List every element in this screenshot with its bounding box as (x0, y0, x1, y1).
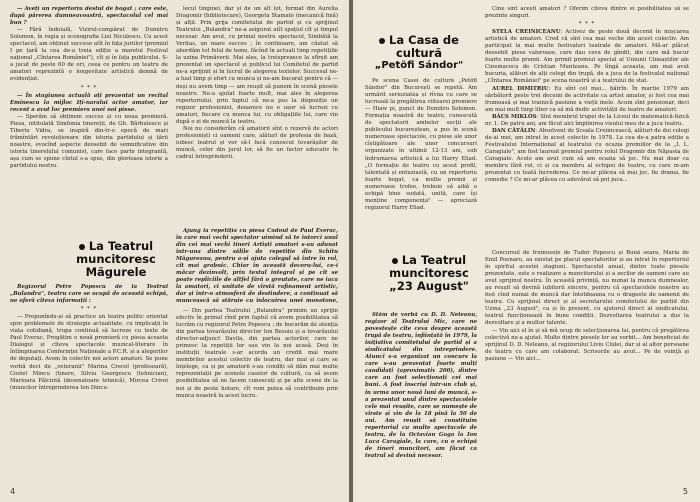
person-statement: : Absolvent de Școala Creinicească, alături de doi colegi de-ai mei, am intrat în acest colectiv în 1978. La cea de-a patra ediție a Festivalului Internațional al teatrului cu ocazia premiilor de la „I. L. Caragiale", am fost laureat premiul pentru rolul Dragomir din Năpasta de Caragiale. Acolo am avut cum să am ocazia să joc. Nu mai doar ca membru fără rol, ci și ca membru al echipei de teatru, cu care m-am prezentat cu toată încrederea. Ce mi-ar plăcea să mai joc, fie drama, fie comedie ? Ce mi-ar plăcea cu adevărat să pot juca... (485, 127, 689, 184)
left-col2-bottom (176, 308, 338, 476)
left-col2-italic (176, 228, 338, 306)
heading-line: „Petöfi Sándor" (374, 60, 464, 71)
heading-casa-de-cultura (365, 34, 473, 72)
right-col2-bottom (485, 250, 689, 478)
left-page (0, 0, 349, 502)
person-name: STELA CREINICEANU (492, 29, 561, 36)
right-col1-bottom (365, 312, 477, 478)
heading-line: La Teatrul (88, 239, 154, 253)
bullet-icon (379, 38, 385, 44)
left-col1-top (10, 6, 168, 234)
paragraph: — Fără îndoială, Vizirul-cumpărat de Dumitru Solomon, în regia și scenografia Liei Niculescu. Cu acest spectacol, am obținut succese atît în fața juriilor (premiul I pe țară la cea de-a treia ediție a marelui Festival național „Cîntarea României"), cît și în fața publicului. S-a jucat de peste 60 de ori, ceea ce pentru un teatru de amatori reprezintă o longevitate artistică demnă de evidențiat. (10, 27, 168, 83)
heading-teatrul-magurele (64, 240, 168, 279)
paragraph: Pe scena Casei de cultură „Petöfi Sándor" din București se repetă. Am urmărit serioziatea și rîvna cu care se lucrează la pregătirea viitoarei premiere — Hiaw pi, punct de Dumitru Solomon. Formația noastră de teatru, cunoscută de spectatorii ambelor secții ale publicului bucureștean, a pus în scenă numeroase spectacole, cu piese ale unor cîștigătoare ale unor concursuri organizate în ultimii 12-13 ani, sub îndrumarea artistică a lui Harry Eliad. „O formație de teatru cu acest profil, talentată și entuziastă, cu un repertoriu foarte bogat, ca multe premii și numeroase trofee, trebuie să aibă o echipă bine sudată, unită, care își menține componența" — apreciază regizorul Harry Eliad. (365, 78, 477, 211)
bullet-icon (79, 244, 85, 250)
person-statement: : Eu sînt cel mai... bătrîn. În martie 1979 am sărbătorit peste trei decenii de activitate ca artist amator, și fost cea mai frumoasă și mai trainică pasiune a vieții mele. Acum sînt pensionar, deci am mai mult timp liber ca să mă dedic activității de teatru de amatori. (485, 85, 689, 113)
heading-line: muncitoresc Măgurele (76, 252, 156, 279)
paragraph: — Din partea Teatrului „Bulandra" primim un sprijin efectiv în primul rînd prin faptul că avem posibilitatea să lucrăm cu regizorul Petre Popescu ; de bucurăm de atenția din partea tovarășului director Ion Besoiu și a tovarășului director-adjunct Davila, din partea actorilor, care ne primesc la repetiții lor sau vin la noi acasă. Deși în instituții teatrale s-ar acorda un credit mai mare membrilor acestui colectiv de teatru, dar mai și care se înțelege, ca și pe amatorii s-au condiți să dăm mai multe reprezentații pe scenele caselor de cultură, ca să avem posibilitatea să ne facem cunoscuți și pe alte scene de la noi și de peste hotare, cît vom putea să contribuim prin munca noastră la acest lucru. (176, 308, 338, 399)
paragraph: Cine sînt acești amatori ? Oferim cîteva dintre ei posibilitatea să se prezinte singuri. (485, 6, 689, 20)
person-paragraph (485, 29, 689, 85)
separator: * * * (80, 306, 98, 313)
heading-line: „23 August" (389, 279, 469, 293)
heading-line: muncitoresc (389, 266, 469, 280)
intro-italic: Ajung la repetiția cu piesa Cadoul de Paul Everac, în care mai vechi spectator uimind să te întorci unul din cei mai vechi tineri Artiști amatori s-au adunat într-una dintre sălile de repetiție din Schitu Măgureanu, pentru a-și ajuta colegul să intre în rol, cît mai grabnic. Chiar în această decoru-lui, ce-i măcar dezinvolt, prin textul integral și pe cît se poate repliciile de altfel fără o greutate, care ne iaca la amatori, ci unitate de vîrstă rafinament artistic, dar și într-o atmosferă de destindere, a continuat să muncească să stăruie cu înlocuirea unei monotone, (176, 228, 338, 305)
person-name: AUREL DIMITRIU (492, 85, 549, 92)
heading-23-august (381, 254, 477, 293)
heading-line: La Teatrul (401, 253, 467, 267)
person-statement: : Activez de peste două decenii în mișcarea artistică de amatori. Cred că sînt cea mai veche din acest colectiv. Am participat la mai multe festivaluri teatrale de amatori. Mă-ar plăcut deosebit piese valoroase, care dau ceva de gîndit, din care mă bucur foarte multe premii. Am primit premiul special al Uniunii Cineaștilor ale Cinemaceca de Cristian Munteanu. Pe lîngă aceasta, am mai avut bucuria, alături de alți colegi din trupă, de a juca de la festivalul național „Cîntarea României" pe scena noastră și a teatrului de stat. (485, 29, 689, 85)
person-paragraph (485, 128, 689, 184)
person-statement: : Sînt membrul trupei de la Liceul de matematică-fizică nr. 1. De patru ani, am făcut aici împlinirea visului meu de a juca teatru. (485, 113, 689, 127)
separator: * * * (80, 84, 98, 91)
right-page (353, 0, 700, 502)
separator: * * * (578, 21, 596, 28)
page-number: 4 (10, 487, 16, 496)
paragraph: — Sperăm să obținem succes și cu noua premieră. Piesa, intitulată Simfonia tinereții, de Gh. Bărbulescu și Tiberiu Vidra, se inspiră din-tr-o epocă de mari frămîntări revoluționare din istoria partidului și țării noastre, evocînd aspecte deosebit de semnificative din istoria tinerelului comunist, care face parte integrantă, așa cum se spune cîntul s-a spus, din glorioasa istorie a partidului nostru. (10, 113, 168, 170)
intro-italic: Stăm de vorbă cu D. D. Neleanu, regizor al Teatrului Mic, care ne povestește cîte ceva despre această trupă de teatru, înființată în 1979, la inițiativa comitetului de partid și a sindicatului din întreprindere. Atunci s-a organizat un concurs la care s-au prezentat foarte mulți candidați (aproximativ 200), dintre care au fost selecționați cei mai buni. A fost înscriși într-un club și, în urma unor nouă luni de muncă, s-a prezentat unul dintre spectacolele cele mai reușite, care se numește de vîrste și vin de la 18 pînă la 50 de ani. Am reușit să constituim repertoriul cu multe spectacole de teatru, de la Octavian Goga la Ion Luca Caragiale, la care, cu o echipă de tineri muncitori, am făcut ca teatrul să devină necesar. (365, 312, 477, 459)
left-col2-top (176, 6, 338, 224)
person-name: DAN CĂTĂLIN (492, 127, 536, 134)
person-name: BÁCS MIKLÓS (492, 113, 537, 120)
page-number: 5 (682, 487, 688, 496)
paragraph: — Vin aici el în și să mă ocup de selecționarea lui, pentru că pregătirea colectivă ne-a ajutat. Multe dintre piesele lor au vorbit... Am beneficiat de sprijinul D. D. Neleanu, al regizorului Liviu Ciulei, dar și al altor persoane de teatru cu care am colaborat. Scrisorile au avut... Pe de voinţă şi pasiune — Vin aici... (485, 327, 689, 362)
bullet-icon (392, 258, 398, 264)
paragraph: — Propunîndu-și să practice un teatru politic orientat spre problemele de strategie actualitate, cu implicații în viața cotidiană, trupa continuă să lucreze cu texte de Paul Everac. Pregătim o nouă premieră cu piesa aceasta Dialogul și cîteva spectacole muzical-literare în întîmpinarea Conferinței Naționale a P.C.R. și a alegerilor de deputați. Avem în colectiv noi actori amatori. Se pune vorbă deci de „veteranii" Marina Crecel (profesoară), Costel Mincu (tinere, Silviu Georgescu (tehnician), Marioara Pălcintă (desenatoare tehnică), Mircea Crivoi (muncitor întreprinderea Ion Dincu- (10, 314, 168, 391)
paragraph: Concursul de frumusețe de Tudor Popescu și Bună seara, Maria de Emil Poenaru, au existat pe placul spectatorilor și au intrat în repertoriul în spiritul acestei stagiuni. Spectacolul anual, dintre toate piesele prezentate, este o realizare a muncitorului și a zecilor de oameni care au avut sprijinul nostru. În această privință, nu numai la munca dumnealor, au reușit să devină iubitorii sincere, pentru că spectacolele noastre au fost cînd numai de muncă dar întotdeauna cu o dragoste de oamenii de teatru. Cu sprijinul direct și al secretarului comitetului de partid din Uzina „23 August", ca și în prezent, cu ajutorul direct al sindicatului, teatrul funcționează în bune condiții. Dezvoltarea teatrului a dus la dezvoltare și a multor talente. (485, 250, 689, 327)
person-paragraph (485, 86, 689, 114)
heading-line: cultură (395, 46, 443, 60)
intro-italic: Regizorul Petre Popescu de la Teatrul „Bulandra", teatru care se ocupă de această echipă, ne oferă cîteva informații : (10, 284, 168, 305)
interview-question: — În stagiunea actuală ați prezentat un recital Eminescu la mijloc Iți-naralui actor amator, iar recent a avut loc premiera unei noi piese. (10, 92, 168, 113)
person-paragraph (485, 114, 689, 128)
interview-question: — Aveți un repertoriu destul de bogat ; care este, după părerea dumneavoastră, spectacolul cel mai bun ? (10, 6, 168, 27)
paragraph: Noi nu considerăm că amatorii sînt o rezervă de actori profesioniști ci oameni care, alături de profesia de bază, iubesc teatrul și vor să-l facă cunoscut tovarășilor de muncă, celor din jurul lor, să fie un factor educativ în cadrul întreprinderii. (176, 125, 338, 160)
right-col2-top (485, 6, 689, 234)
left-col1-bottom (10, 284, 168, 474)
heading-line: La Casa de (389, 33, 459, 47)
right-col1-top (365, 78, 477, 238)
paragraph: lecul tinginei, dar și de un alt lot, format din Aurelia Dragomir (bibliotecare), Georgeta Stamate (mecanică fină) și alții. Prin grija comitetului de partid și cu sprijinul Teatrului „Bulandra" ne-a asigurat atît spațiul cît și timpul necesar. Am avut, cu primul nostru spectacol, Simbătă la Veritas, un mare succes ; în continuare, am căutat să abordăm tot felul de teme, făcînd în actuali timp repetițiile la uzina Primăverii. Mai ales, la treisprezece la sfîrșit am prezentat un spectacol și publicul lui Comitetul de partid ne-a sprijinit și în lucrul de alegerea textelor. Succesul ne-a luat timp și efort cu munca și ne-am bucurat pentru că — deși nu avem timp — am reușit să punem în scenă piesele noastre. Ne-a ajutat foarte mult, mai ales în alegerea repertoriului, prin faptul că ne-a pus la dispoziție un regizor profesionist, deoarece nu e ușor să lucrezi cu amatori, fiecare cu munca lui, cu obligațiile lui, care vin după o zi de muncă la teatru. (176, 6, 338, 125)
